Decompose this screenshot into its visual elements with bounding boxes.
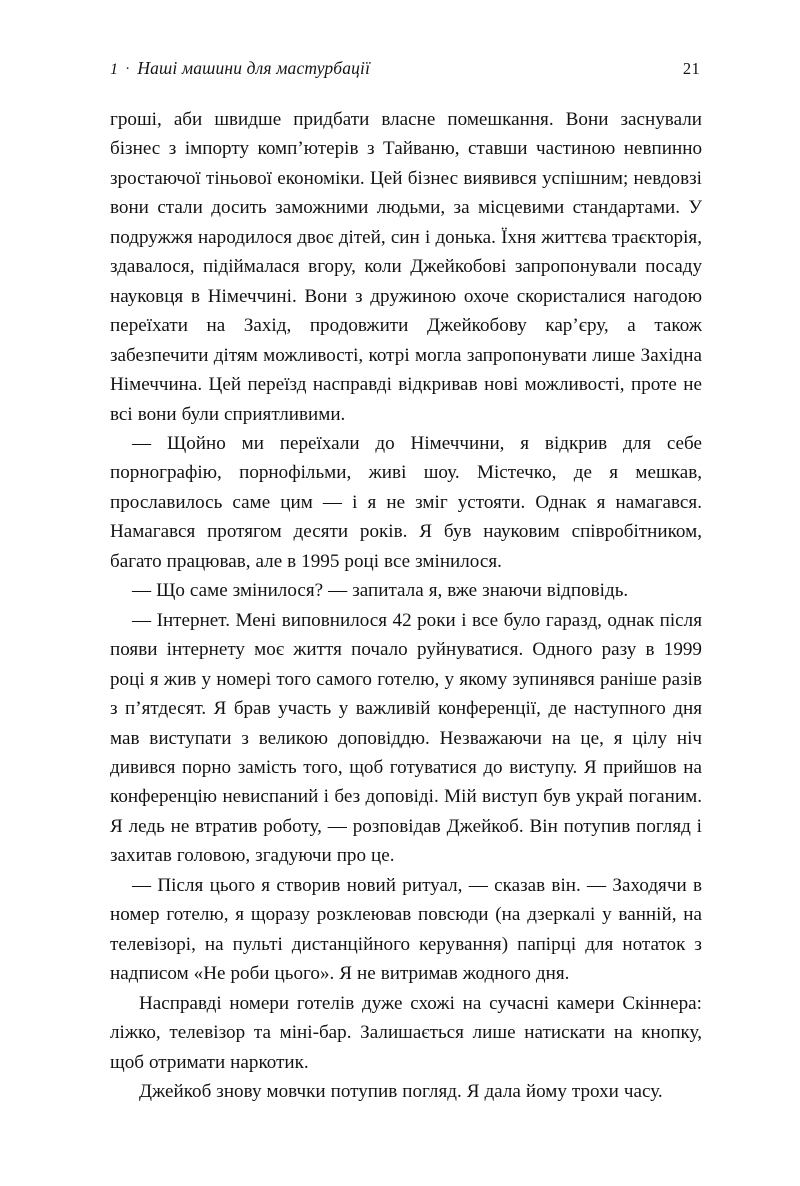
- page-number: 21: [682, 59, 700, 78]
- paragraph: — Інтернет. Мені виповнилося 42 роки і все було гаразд, однак після появи інтернету моє життя почало руйнуватися. Одного разу в 1999 році я жив у номері того самого готелю, у якому зупинявся раніше разів з п’ятдесят. Я брав участь у важливій конференції, де наступного дня мав виступати з великою доповіддю. Незважаючи на це, я цілу ніч дивився порно замість того, щоб готуватися до виступу. Я прийшов на конференцію невиспаний і без доповіді. Мій виступ був украй поганим. Я ледь не втратив роботу, — розповідав Джейкоб. Він потупив погляд і захитав головою, згадуючи про це.: [110, 609, 702, 867]
- middot-separator-icon: ·: [125, 61, 131, 77]
- chapter-number: 1: [110, 61, 119, 78]
- paragraph: гроші, аби швидше придбати власне помешкання. Вони заснували бізнес з імпорту комп’ютерів з Тайваню, ставши частиною невпинно зростаючої тіньової економіки. Цей бізнес виявився успішним; невдовзі вони стали досить заможними людьми, за місцевими стандартами. У подружжя народилося двоє дітей, син і донька. Їхня життєва траєкторія, здавалося, підіймалася вгору, коли Джейкобові запропонували посаду науковця в Німеччині. Вони з дружиною охоче скористалися нагодою переїхати на Захід, продовжити Джейкобову кар’єру, а також забезпечити дітям можливості, котрі могла запропонувати лише Західна Німеччина. Цей переїзд насправді відкривав нові можливості, проте не всі вони були сприятливими.: [110, 109, 702, 425]
- chapter-title: Наші машини для мастурбації: [137, 58, 371, 78]
- paragraph: Джейкоб знову мовчки потупив погляд. Я дала йому трохи часу.: [139, 1080, 663, 1102]
- running-head-left: [110, 58, 370, 79]
- paragraph: — Що саме змінилося? — запитала я, вже знаючи відповідь.: [132, 580, 629, 602]
- paragraph: Насправді номери готелів дуже схожі на сучасні камери Скіннера: ліжко, телевізор та міні-бар. Залишається лише натискати на кнопку, щоб отримати наркотик.: [110, 992, 702, 1073]
- body-text-block: [110, 105, 702, 1106]
- running-head: [110, 58, 700, 84]
- paragraph: — Щойно ми переїхали до Німеччини, я відкрив для себе порнографію, порнофільми, живі шоу. Містечко, де я мешкав, прославилось саме цим — і я не зміг устояти. Однак я намагався. Намагався протягом десяти років. Я був науковим співробітником, багато працював, але в 1995 році все змінилося.: [110, 432, 702, 572]
- paragraph: — Після цього я створив новий ритуал, — сказав він. — Заходячи в номер готелю, я щоразу розклеював повсюди (на дзеркалі у ванній, на телевізорі, на пульті дистанційного керування) папірці для нотаток з надписом «Не роби цього». Я не витримав жодного дня.: [110, 874, 702, 985]
